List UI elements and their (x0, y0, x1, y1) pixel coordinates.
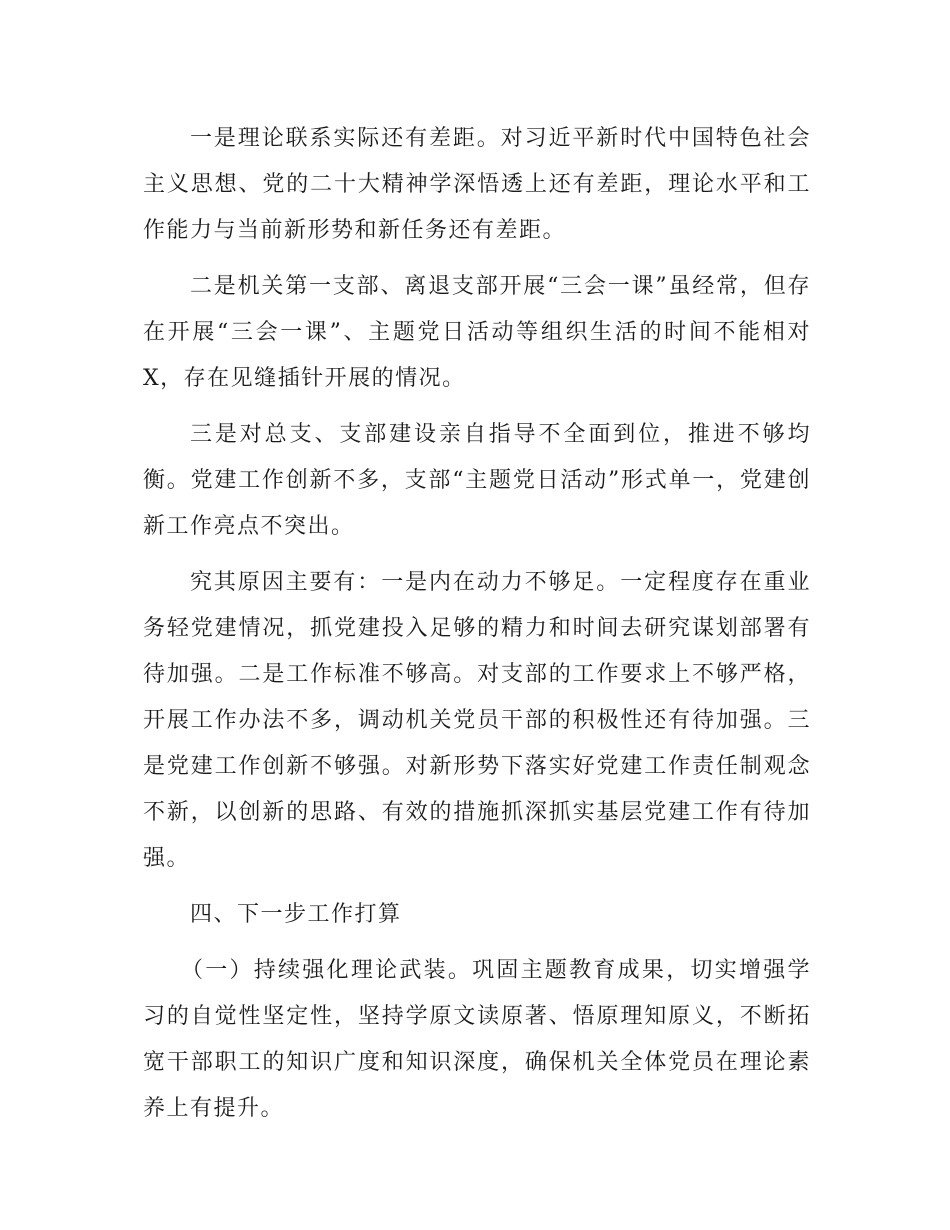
paragraph-4: 究其原因主要有：一是内在动力不够足。一定程度存在重业务轻党建情况，抓党建投入足够的精力和时间去研究谋划部署有待加强。二是工作标准不够高。对支部的工作要求上不够严格，开展工作办法不多，调动机关党员干部的积极性还有待加强。三是党建工作创新不够强。对新形势下落实好党建工作责任制观念不新，以创新的思路、有效的措施抓深抓实基层党建工作有待加强。 (143, 570, 811, 871)
paragraph-1: 一是理论联系实际还有差距。对习近平新时代中国特色社会主义思想、党的二十大精神学深悟透上还有差距，理论水平和工作能力与当前新形势和新任务还有差距。 (143, 126, 811, 243)
sub-paragraph-1: （一）持续强化理论武装。巩固主题教育成果，切实增强学习的自觉性坚定性，坚持学原文读原著、悟原理知原义，不断拓宽干部职工的知识广度和知识深度，确保机关全体党员在理论素养上有提升。 (143, 958, 811, 1121)
paragraph-2: 二是机关第一支部、离退支部开展“三会一课”虽经常，但存在开展“三会一课”、主题党日活动等组织生活的时间不能相对X，存在见缝插针开展的情况。 (143, 274, 811, 391)
paragraph-3: 三是对总支、支部建设亲自指导不全面到位，推进不够均衡。党建工作创新不多，支部“主题党日活动”形式单一，党建创新工作亮点不突出。 (143, 422, 811, 539)
section-heading: 四、下一步工作打算 (190, 902, 402, 927)
document-page (143, 116, 811, 1142)
